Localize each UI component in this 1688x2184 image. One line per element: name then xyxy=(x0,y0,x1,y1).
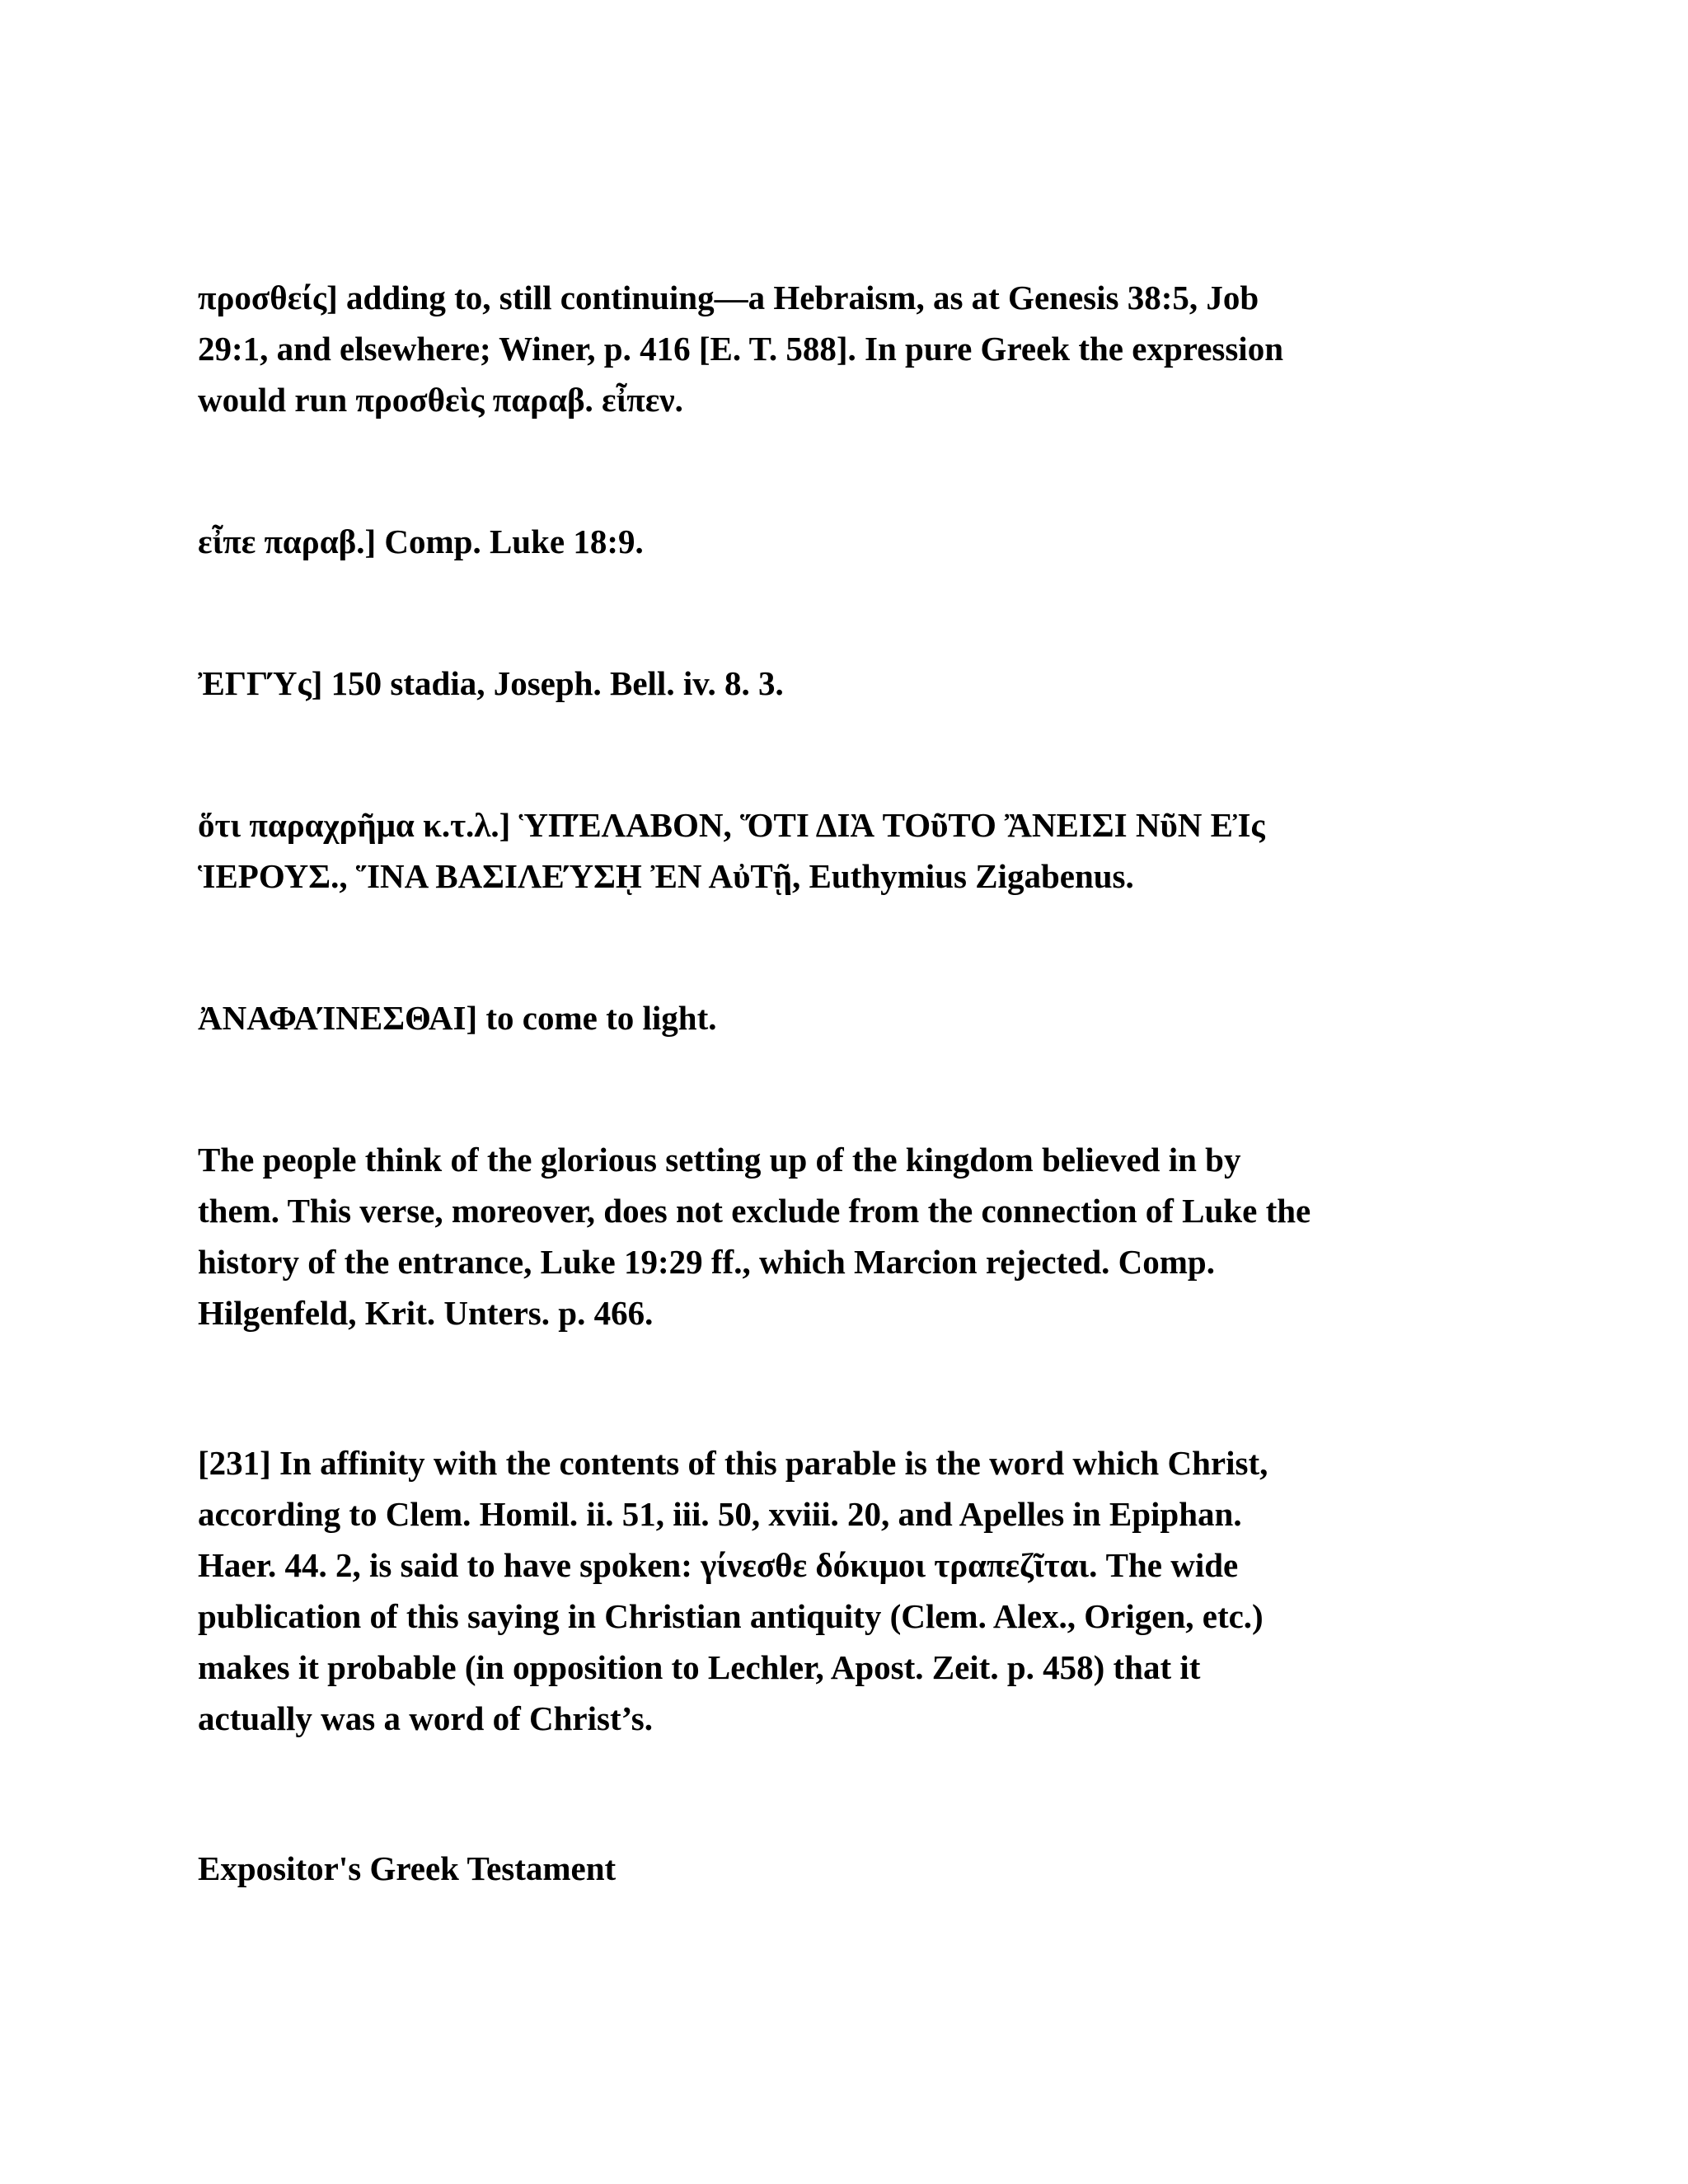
page-content xyxy=(198,272,1484,1894)
note-eipe-parab: εἶπε παραβ.] Comp. Luke 18:9. xyxy=(198,523,644,560)
note-anaphainesthai: ἈΝΑΦΑΊΝΕΣΘΑΙ] to come to light. xyxy=(198,999,717,1037)
note-hoti-parachrema: ὅτι παραχρῆμα κ.τ.λ.] ὙΠΈΛΑΒΟΝ, ὍΤΙ ΔΙᾺ ΤΟῦΤΟ ἊΝΕΙΣΙ ΝῦΝ ΕἸς ἹΕΡΟΥΣ., ἽΝΑ ΒΑΣΙΛΕΎΣῌ ἘΝ ΑὐΤῇ, Euthymius Zigabenus. xyxy=(198,806,1265,895)
note-people-think: The people think of the glorious setting up of the kingdom believed in by them. This verse, moreover, does not exclude from the connection of Luke the history of the entrance, Luke 19:29 ff., which Marcion rejected. Comp. Hilgenfeld, Krit. Unters. p. 466. xyxy=(198,1141,1311,1332)
source-title: Expositor's Greek Testament xyxy=(198,1849,617,1887)
note-prostheis: προσθείς] adding to, still continuing—a Hebraism, as at Genesis 38:5, Job 29:1, and elsewhere; Winer, p. 416 [E. T. 588]. In pure Greek the expression would run προσθεὶς παραβ. εἶπεν. xyxy=(198,279,1284,419)
note-engys: ἘΓΓΎς] 150 stadia, Joseph. Bell. iv. 8. 3. xyxy=(198,664,784,702)
footnote-231: [231] In affinity with the contents of this parable is the word which Christ, according to Clem. Homil. ii. 51, iii. 50, xviii. 20, and Apelles in Epiphan. Haer. 44. 2, is said to have spoken: γίνεσθε δόκιμοι τραπεζῖται. The wide publication of this saying in Christian antiquity (Clem. Alex., Origen, etc.) makes it probable (in opposition to Lechler, Apost. Zeit. p. 458) that it actually was a word of Christ’s. xyxy=(198,1444,1268,1737)
